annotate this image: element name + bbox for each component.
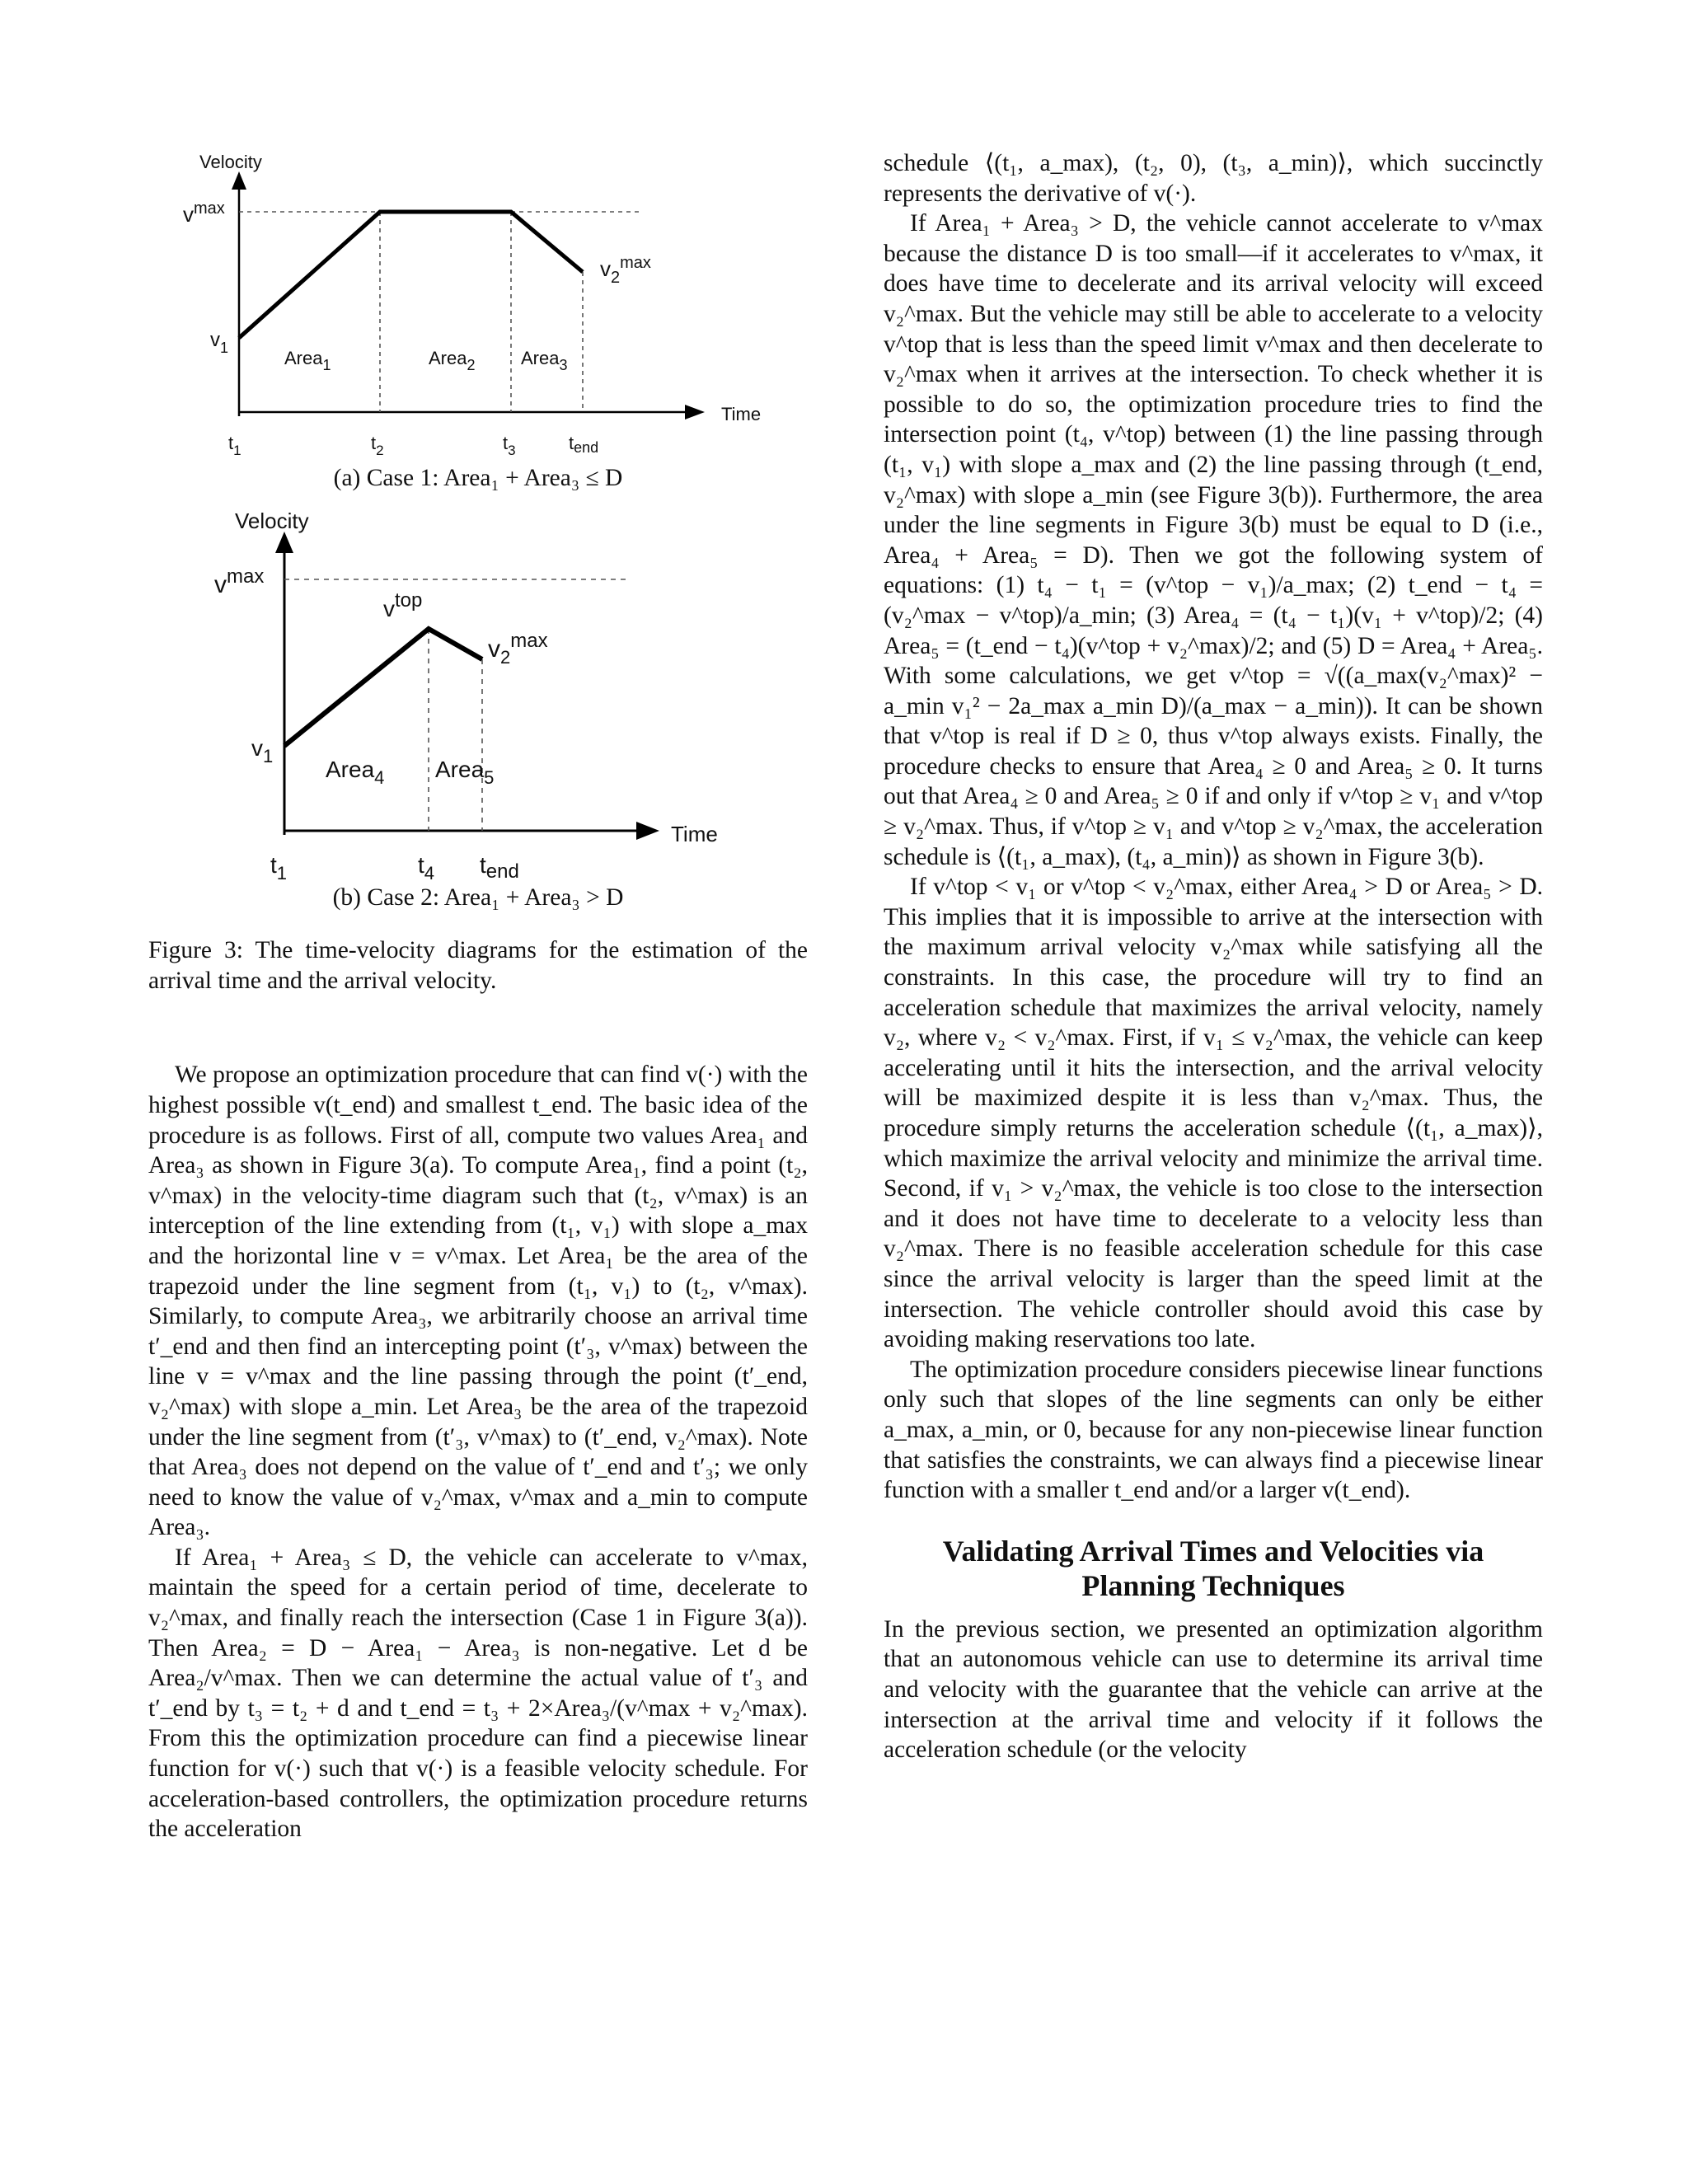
t4-label-b: $t_4$ xyxy=(418,851,435,883)
left-column xyxy=(148,148,808,1844)
y-axis-label-a: Velocity xyxy=(199,152,262,172)
tend-label-a: tend xyxy=(569,433,599,456)
y-axis-label-b: Velocity xyxy=(235,508,309,533)
vmax-label-a: $v^{max}$ xyxy=(183,199,225,227)
right-paragraph-1: schedule ⟨(t₁, a_max), (t₂, 0), (t₃, a_min)⟩, which succinctly represents the derivative of v(·). xyxy=(884,150,1543,207)
area5-label: Area$_5$ xyxy=(435,756,495,788)
t2-label-a: $t_2$ xyxy=(371,433,384,458)
right-paragraph-2: If Area₁ + Area₃ > D, the vehicle cannot accelerate to v^max because the distance D is too small—if it accelerates to v^max, it does have time to decelerate and its arrival velocity will exceed v₂^max. But the vehicle may still be able to accelerate to a velocity v^top that is less than the speed limit v^max and then decelerate to v₂^max when it arrives at the intersection. To check whether it is possible to do so, the optimization procedure tries to find the intersection point (t₄, v^top) between (1) the line passing through (t₁, v₁) with slope a_max and (2) the line passing through (t_end, v₂^max) with slope a_min (see Figure 3(b)). Furthermore, the area under the line segments in Figure 3(b) must be equal to D (i.e., Area₄ + Area₅ = D). Then we got the following system of equations: (1) t₄ − t₁ = (v^top − v₁)/a_max; (2) t_end − t₄ = (v₂^max − v^top)/a_min; (3) Area₄ = (t₄ − t₁)(v₁ + v^top)/2; (4) Area₅ = (t_end − t₄)(v^top + v₂^max)/2; and (5) D = Area₄ + Area₅. With some calculations, we get v^top = √((a_max(v₂^max)² − a_min v₁² − 2a_max a_min D)/(a_max − a_min)). It can be shown that v^top is real if D ≥ 0, thus v^top always exists. Finally, the procedure checks to ensure that Area₄ ≥ 0 and Area₅ ≥ 0. It turns out that Area₄ ≥ 0 and Area₅ ≥ 0 if and only if v^top ≥ v₁ and v^top ≥ v₂^max. Thus, if v^top ≥ v₁ and v^top ≥ v₂^max, the acceleration schedule is ⟨(t₁, a_max), (t₄, a_min)⟩ as shown in Figure 3(b). xyxy=(884,210,1543,870)
y-axis-arrow-a xyxy=(232,171,246,190)
v1-label-a: $v_1$ xyxy=(210,329,229,356)
x-axis-arrow-b xyxy=(636,822,659,840)
right-paragraph-3: If v^top < v₁ or v^top < v₂^max, either Area₄ > D or Area₅ > D. This implies that it is impossible to arrive at the intersection with the maximum arrival velocity v₂^max while satisfying all the constraints. In this case, the procedure will try to find an acceleration schedule that maximizes the arrival velocity, namely v₂, where v₂ < v₂^max. First, if v₁ ≤ v₂^max, the vehicle can keep accelerating until it hits the intersection, and the arrival velocity will be maximized despite it is less than v₂^max. Thus, the procedure simply returns the acceleration schedule ⟨(t₁, a_max)⟩, which maximize the arrival velocity and minimize the arrival time. Second, if v₁ > v₂^max, the vehicle is too close to the intersection and it does not have time to decelerate to a velocity less than v₂^max. There is no feasible acceleration schedule for this case since the arrival velocity is larger than the speed limit at the intersection. The vehicle controller should avoid this case by avoiding making reservations too late. xyxy=(884,874,1543,1353)
v2max-label-b: $v_2^{max}$ xyxy=(488,629,548,668)
x-axis-label-b: Time xyxy=(671,821,718,846)
t1-label-b: $t_1$ xyxy=(270,851,288,883)
vmax-label-b: $v^{max}$ xyxy=(214,565,265,598)
v2max-label-a: $v_2^{max}$ xyxy=(600,254,651,287)
tend-label-b: tend xyxy=(480,851,519,883)
figure-3a-caption: (a) Case 1: Area₁ + Area₃ ≤ D xyxy=(333,465,623,491)
figure-3b-diagram xyxy=(148,499,808,886)
t1-label-a: $t_1$ xyxy=(228,433,241,458)
area3-label: Area$_3$ xyxy=(521,348,568,373)
left-paragraph-1: We propose an optimization procedure that can find v(·) with the highest possible v(t_end) and smallest t_end. The basic idea of the procedure is as follows. First of all, compute two values Area₁ and Area₃ as shown in Figure 3(a). To compute Area₁, find a point (t₂, v^max) in the velocity-time diagram such that (t₂, v^max) is an interception of the line extending from (t₁, v₁) with slope a_max and the horizontal line v = v^max. Let Area₁ be the area of the trapezoid under the line segment from (t₁, v₁) to (t₂, v^max). Similarly, to compute Area₃, we arbitrarily choose an arrival time t′_end and then find an intercepting point (t′₃, v^max) between the line v = v^max and the line passing through the point (t′_end, v₂^max) with slope a_min. Let Area₃ be the area of the trapezoid under the line segment from (t′₃, v^max) to (t′_end, v₂^max). Note that Area₃ does not depend on the value of t′_end and t′₃; we only need to know the value of v₂^max, v^max and a_min to compute Area₃. xyxy=(148,1062,808,1541)
right-column xyxy=(884,148,1543,1765)
v1-label-b: $v_1$ xyxy=(251,734,274,766)
velocity-profile-b xyxy=(284,629,482,746)
velocity-profile-a xyxy=(239,212,583,338)
x-axis-arrow-a xyxy=(685,405,705,419)
area1-label: Area$_1$ xyxy=(284,348,331,373)
t3-label-a: $t_3$ xyxy=(503,433,516,458)
section-heading: Validating Arrival Times and Velocities via Planning Techniques xyxy=(942,1534,1484,1602)
x-axis-label-a: Time xyxy=(721,404,762,424)
right-paragraph-4: The optimization procedure considers piecewise linear functions only such that slopes of the line segments can only be either a_max, a_min, or 0, because for any non-piecewise linear function that satisfies the constraints, we can always find a piecewise linear function with a smaller t_end and/or a larger v(t_end). xyxy=(884,1356,1543,1504)
area2-label: Area$_2$ xyxy=(429,348,476,373)
y-axis-arrow-b xyxy=(275,532,293,553)
figure-3b-caption: (b) Case 2: Area₁ + Area₃ > D xyxy=(332,883,624,911)
vtop-label: vtop xyxy=(383,588,423,621)
section-paragraph: In the previous section, we presented an optimization algorithm that an autonomous vehicle can use to determine its arrival time and velocity with the guarantee that the vehicle can arrive at the intersection at the arrival time and velocity if it follows the acceleration schedule (or the velocity xyxy=(884,1615,1543,1764)
figure-3-caption: Figure 3: The time-velocity diagrams for the estimation of the arrival time and the arrival velocity. xyxy=(148,937,808,994)
area4-label: Area$_4$ xyxy=(326,756,385,788)
figure-3a-diagram xyxy=(148,148,808,470)
left-paragraph-2: If Area₁ + Area₃ ≤ D, the vehicle can accelerate to v^max, maintain the speed for a certain period of time, decelerate to v₂^max, and finally reach the intersection (Case 1 in Figure 3(a)). Then Area₂ = D − Area₁ − Area₃ is non-negative. Let d be Area₂/v^max. Then we can determine the actual value of t′₃ and t′_end by t₃ = t₂ + d and t_end = t₃ + 2×Area₃/(v^max + v₂^max). From this the optimization procedure can find a piecewise linear function for v(·) such that v(·) is a feasible velocity schedule. For acceleration-based controllers, the optimization procedure returns the acceleration xyxy=(148,1544,808,1843)
